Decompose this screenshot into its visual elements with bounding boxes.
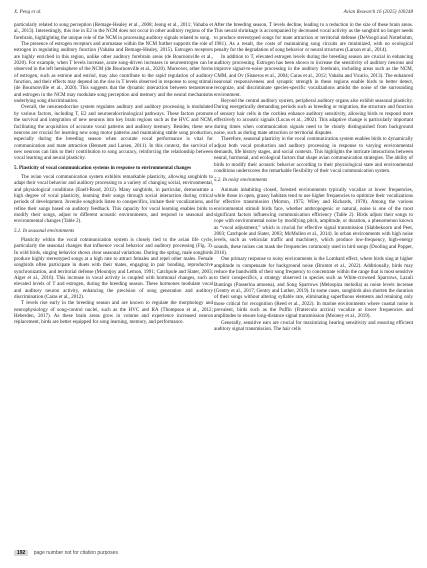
paragraph: In addition to T, elevated estrogen levels during the breeding season are crucial in enhancing auditory processing. Estrogen has been shown to increase the sensitivity of auditory neurons and improve signal-to-noise processing in the auditory forebrain, including areas such as the NCM, CMM, and Ov (Sisneros et al., 2004; Caras et al., 2012; Vahaba and Vicario, 2013). The enhanced neuronal responsiveness and synaptic strength in these regions enable birds to better detect, recognize, and discriminate species-specific vocalizations amidst the noise of the surrounding environment. xyxy=(214,53,413,98)
section-heading: 5. Plasticity of vocal communication systems in response to environmental changes xyxy=(14,164,192,171)
paragraph: Plasticity within the vocal communication system is closely tied to the avian life cycle, particularly the seasonal changes that influence vocal behavior and auditory processing (Fig. 3). In wild birds, singing behavior shows clear seasonal variations. During the spring, male songbirds produce highly stereotyped songs at a high rate to attract females and repel other males. Female songbirds often participate in duets with their mates, engaging in pair bonding, reproductive synchronization, and territorial defense (Mountjoy and Lemon, 1991; Catchpole and Slater, 2003; Alger et al., 2016). This increase in vocal activity is coupled with hormonal changes, such as elevated levels of T and estrogen, during the breeding season. These hormones modulate vocal and auditory neuron activity, enhancing the precision of song generation and auditory discrimination (Caras et al., 2012). xyxy=(14,237,213,301)
header-journal: Avian Research 16 (2025) 100248 xyxy=(343,9,413,15)
subsection-heading: 5.1. In seasonal environments xyxy=(14,227,75,234)
running-header xyxy=(14,9,413,19)
paragraph: After the breeding season, T levels decline, leading to a reduction in the size of these brain areas. This neural shrinkage is accompanied by decreased vocal activity as the songbird no longer needs to produce stereotyped songs for mate attraction or territorial defense (DeVoogd and Nottebohm, 1981). As a result, the costs of maintaining song circuits are minimized, with no ecological penalty for the degradation of song behavior or neural structures (Larson et al., 2014). xyxy=(214,22,413,54)
paragraph: Generally, sensitive ears are crucial for maximizing hearing sensitivity and ensuring efficient auditory signal transmission. The hair cells xyxy=(214,319,413,333)
header-authors: X. Peng et al. xyxy=(14,9,42,15)
paragraph: Therefore, seasonal plasticity in the vocal communication system enables birds to dynamically adjust both vocal production and auditory processing in response to varying environmental demands, life history stages, and social contexts. This highlights the intricate interactions between neural, hormonal, and ecological factors that shape avian communication strategies. The ability of birds to modify their acoustic behavior according to their physiological state and environmental conditions underscores the remarkable flexibility of their vocal communication system. xyxy=(214,136,413,174)
page-number: 192 xyxy=(14,550,28,556)
paragraph: Animals inhabiting closed, forested environments typically vocalize at lower frequencies, while those in open, grassy habitats tend to use higher frequencies to optimize their vocalizations for effective transmission (Morton, 1975; Wiley and Richards, 1978). Among the various environmental stimuli birds face, whether anthropogenic or natural, noise is one of the most significant factors influencing communication efficiency (Table 2). Birds adjust their songs to cope with environmental noise by modifying pitch, amplitude, or duration, a phenomenon known as “vocal adjustment,” which is crucial for effective signal transmission (Slabbekoorn and Peet, 2003; Catchpole and Slater, 2003; McMullen et al., 2014). In urban environments with high noise levels, such as vehicular traffic and machinery, which produce low-frequency, high-energy sounds, these noises can mask the frequencies commonly used in bird songs (Dooling and Popper, 2016). xyxy=(214,186,413,257)
paragraph: T levels rise early in the breeding season and are known to regulate the morphology and neurophysiology of song-control nuclei, such as the HVC and RA (Thompson et al., 2012; Heberden, 2017). As these brain areas grow in volume and experience increased neuron replacement, birds are better equipped for song learning, memory, and performance. xyxy=(14,300,213,326)
paragraph: particularly related to song perception (Remage-Healey et al., 2008; Jeong et al., 2011; Vahaba et al., 2013). Interestingly, this rise in E2 in the NCM does not occur in other auditory regions of the forebrain, highlighting the unique role of the NCM in processing auditory signals related to song. xyxy=(14,22,213,41)
paragraph: The presence of estrogen receptors and aromatase within the NCM further supports the role of estrogen in regulating auditory function (Vahaba and Remage-Healey, 2015). Estrogen receptors are highly enriched in this region, unlike other auditory forebrain areas (de Bournonville et al., 2020). For example, when T levels increase, acute song-driven increases in neuroestrogen can be observed in the left hemisphere of the NCM (de Bournonville et al., 2020). Moreover, other forms of estrogen, such as estrone and estriol, may also contribute to the rapid regulation of auditory function, and their effects may depend on the rise in T levels observed in response to song stimuli (de Bournonville et al., 2020). This suggests that the dynamic interaction between testosterone and estrogen in the NCM may modulate song perception and memory and the neural mechanisms underlying song discrimination. xyxy=(14,41,213,105)
paragraph: The avian vocal communication system exhibits remarkable plasticity, allowing songbirds to adapt their vocal behavior and auditory processing to a variety of changing social, environmental, and physiological conditions (Enell-Rood, 2012). Many songbirds, in particular, demonstrate a high degree of vocal plasticity, learning their songs through social interaction during critical periods of development. Juvenile songbirds listen to conspecifics, imitate their vocalizations, and refine their songs based on auditory feedback. This capacity for vocal learning enables birds to modify their songs, adjust to different acoustic environments, and respond to seasonal and environmental changes (Table 2). xyxy=(14,173,213,225)
left-column xyxy=(14,22,213,326)
paragraph: Beyond the central auditory system, peripheral auditory organs also exhibit seasonal plasticity. During energetically demanding periods such as breeding or migration, the structure and function of sensory hair cells in the cochlea enhance auditory sensitivity, allowing birds to respond more effectively to acoustic signals (Lucas et al., 2002). This adaptive change is particularly important during times when communication signals need to be clearly distinguished from background noise, such as during mate attraction or territorial disputes. xyxy=(214,98,413,136)
paragraph: Overall, the neuroendocrine system regulates auditory and auditory processing is modulated by various factors, including T, E2 and neuroendocrinological pathways. These factors promote the survival and integration of new neurons into key brain regions such as the HVC and NCM, facilitating the acquisition of accurate vocal patterns and auditory memory. Besides, these new neurons are crucial for learning new song motor patterns and maintaining stable song production, especially during the breeding season when accurate vocal performance is vital for communication and mate attraction (Bennett and Larsen, 2011). In this context, the survival of new neurons can link to their contribution to song accuracy, reinforcing the relationship between vocal learning and neural plasticity. xyxy=(14,104,213,162)
paragraph: One primary response to noisy environments is the Lombard effect, where birds sing at higher amplitude to compensate for background noise (Brumm et al., 2022). Additionally, birds may reduce the bandwidth of their song frequency to concentrate within the range that is most sensitive to their conspecifics, a strategy observed in species such as White-crowned Sparrows, Lazuli Buntings (Passerina amoena), and Song Sparrows (Melospiza melodia) as noise levels increase (Gentry et al., 2017; Gentry and Luther, 2019). In some cases, songbirds also shorten the duration of their songs without altering syllable rate, eliminating superfluous elements and retaining only those critical for recognition (Reed et al., 2022). In marine environments where coastal noise is prevalent, birds such as the Puffin (Fratercula arctica) vocalize at lower frequencies and amplitudes to ensure long-distance signal transmission (Mooney et al., 2019). xyxy=(214,256,413,320)
right-column xyxy=(214,22,413,333)
page-footer xyxy=(14,550,118,559)
footer-note: page number not for citation purposes xyxy=(33,550,118,556)
subsection-heading: 5.2. In noisy environments xyxy=(214,177,268,184)
